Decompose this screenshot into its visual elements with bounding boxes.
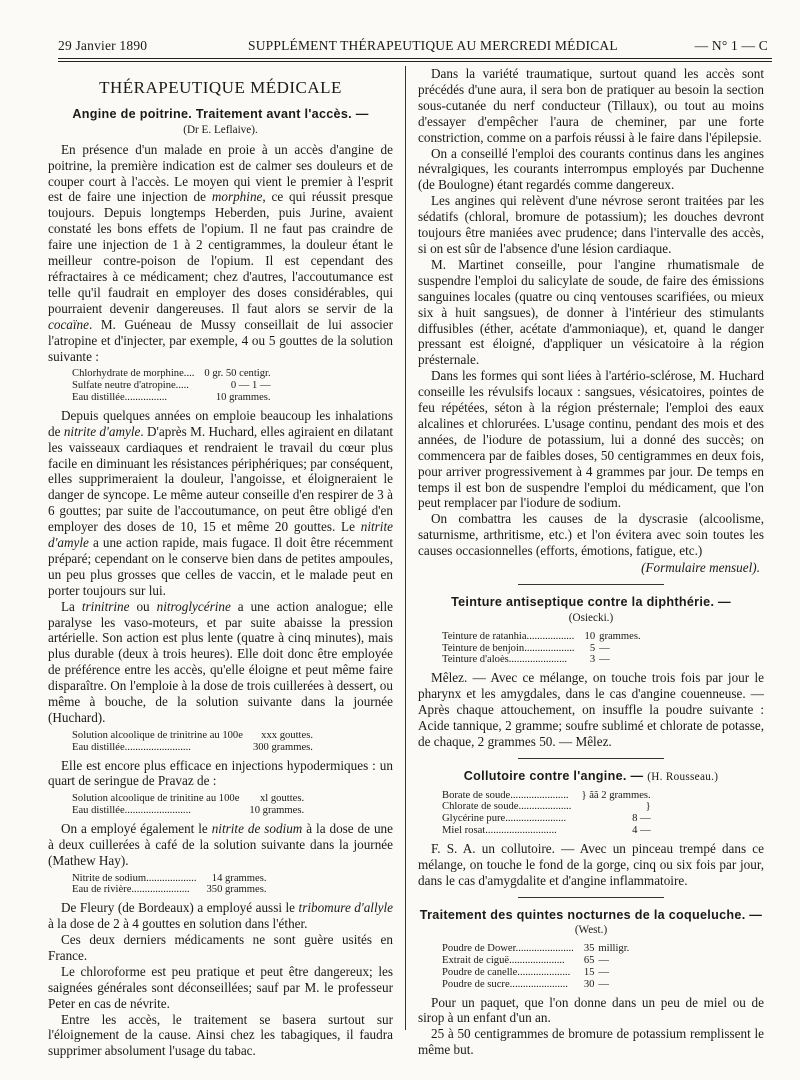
ingredient-quantity: } ãã 2 grammes.: [581, 789, 651, 801]
ingredient-unit: grammes.: [599, 630, 641, 642]
paragraph: Elle est encore plus efficace en injections hypodermiques : un quart de seringue de Pravaz de :: [48, 757, 393, 789]
paragraph: Ces deux derniers médicaments ne sont guère usités en France.: [48, 932, 393, 963]
prescription-trinitine-injection: [72, 793, 304, 817]
ingredient-name: Eau distillée................: [72, 392, 168, 403]
ingredient-quantity: 35: [583, 943, 595, 955]
prescription-morphine: [72, 368, 271, 403]
prescription-trinitrine: [72, 730, 313, 754]
prescription-row: [72, 380, 271, 392]
ingredient-name: Eau distillée.........................: [72, 741, 191, 753]
header-date: 29 Janvier 1890: [58, 38, 148, 53]
ingredient-name: Teinture de ratanhia..................: [442, 630, 575, 642]
header-title: SUPPLÉMENT THÉRAPEUTIQUE AU MERCREDI MÉDICAL: [248, 38, 618, 53]
paragraph: En présence d'un malade en proie à un accès d'angine de poitrine, la première indication est de calmer ses douleurs et de couper court à l'accès. Le moyen qui vient le premier à l'esprit est de faire une injection de morphine, ce qui réussit presque toujours. Depuis longtemps Heberden, puis Jurine, avaient constaté les bons effets de l'opium. Il ne faut pas craindre de faire une injection de 1 à 2 centigrammes, la douleur étant le meilleur contre-poison de l'opium. Il est cependant des réfractaires à ce médicament; chez d'autres, l'accoutumance est telle qu'il faudrait en employer des doses considérables, qui pourraient devenir dangereuses. Il faut alors se servir de la cocaïne. M. Guéneau de Mussy conseillait de lui associer l'atropine et d'injecter, par exemple, 4 ou 5 gouttes de la solution suivante :: [48, 141, 394, 364]
ingredient-quantity: 8 —: [632, 813, 651, 825]
prescription-row: [72, 368, 271, 380]
ingredient-name: Teinture de benjoin...................: [442, 642, 575, 654]
paragraph: On a conseillé l'emploi des courants continus dans les angines névralgiques, les courants interrompus employés par Duchenne (de Boulogne) étant regardés comme dangereux.: [418, 145, 764, 193]
title-author: (H. Rousseau.): [647, 770, 719, 783]
ingredient-quantity: 0 — 1 —: [230, 380, 271, 392]
article-title-angine-poitrine: Angine de poitrine. Traitement avant l'accès. —: [72, 106, 369, 121]
ingredient-quantity: 10 grammes.: [249, 805, 305, 817]
article-separator: [518, 897, 663, 898]
paragraph: On a employé également le nitrite de sodium à la dose de une à deux cuillerées à café de la solution suivante dans la journée (Mathew Hay).: [48, 820, 393, 868]
article-separator: [518, 584, 663, 585]
prescription-row: [72, 742, 313, 754]
ingredient-quantity: 300 grammes.: [252, 741, 313, 753]
ingredient-name: Extrait de ciguë.....................: [442, 955, 565, 967]
ingredient-quantity: 15: [583, 966, 595, 978]
prescription-row: [442, 825, 651, 837]
ingredient-unit: —: [598, 966, 610, 978]
ingredient-name: Chlorate de soude....................: [442, 801, 572, 813]
paragraph: La trinitrine ou nitroglycérine a une action analogue; elle paralyse les vaso-moteurs, et par suite abaisse la pression artérielle. Son action est plus lente (quatre à cinq minutes), mais plus durable (deux à trois heures). Elle doit donc être employée de préférence entre les accès, qu'elle éloigne et peut même faire disparaître. On l'emploie à la dose de trois cuillerées à dessert, ou même à bouche, de la solution suivante dans la journée (Huchard).: [48, 598, 393, 726]
ingredient-unit: —: [598, 955, 610, 967]
ingredient-unit: —: [598, 978, 610, 990]
prescription-row: [442, 979, 629, 991]
paragraph: Depuis quelques années on emploie beaucoup les inhalations de nitrite d'amyle. D'après M. Huchard, elles agiraient en dilatant les vaisseaux cardiaques et rendraient le travail du cœur plus facile en diminuant les résistances périphériques; par conséquent, elles supprimeraient la douleur, l'angoisse, et éloigneraient le danger de syncope. Le même auteur conseille d'en respirer de 3 à 6 gouttes; par suite de l'accoutumance, on peut être obligé d'en employer des doses de 10, 15 et même 20 gouttes. Le nitrite d'amyle a une action rapide, mais fugace. Il doit être récemment préparé; cependant on le conserve bien dans de petites ampoules, un peu plus grosses que celles de vaccin, et le malade peut en porter toujours sur lui.: [48, 407, 393, 598]
ingredient-quantity: 14 grammes.: [211, 872, 267, 884]
ingredient-name: Chlorhydrate de morphine....: [72, 368, 195, 380]
prescription-row: [442, 955, 629, 967]
paragraph: Dans la variété traumatique, surtout quand les accès sont précédés d'une aura, il sera bon de pratiquer au besoin la section sous-cutanée du nerf conducteur (Tillaux), ou tout au moins d'essayer d'empêcher l'aura de cheminer, par une forte constriction, comme on a parfois réussi à le faire dans l'épilepsie.: [418, 66, 764, 145]
right-column: [418, 66, 764, 1058]
ingredient-name: Eau distillée.........................: [72, 805, 191, 817]
ingredient-quantity: 5: [589, 642, 596, 654]
ingredient-name: Nitrite de sodium...................: [72, 872, 197, 884]
paragraph: 25 à 50 centigrammes de bromure de potassium remplissent le même but.: [418, 1026, 764, 1058]
prescription-row: [442, 654, 641, 666]
prescription-row: [442, 790, 651, 802]
article-byline: (Dr E. Leflaive).: [183, 123, 258, 136]
paragraph: Les angines qui relèvent d'une névrose seront traitées par les sédatifs (chloral, bromure de potassium); les douches devront toujours être maniées avec prudence; dans l'intervalle des accès, si on est sûr de l'absence d'une lésion cardiaque.: [418, 193, 764, 256]
ingredient-quantity: 4 —: [632, 825, 651, 837]
ingredient-quantity: xxx gouttes.: [261, 729, 313, 741]
ingredient-quantity: 0 gr. 50 centigr.: [204, 368, 271, 380]
prescription-row: [72, 884, 267, 896]
prescription-row: [442, 643, 641, 655]
paragraph: Mêlez. — Avec ce mélange, on touche trois fois par jour le pharynx et les amygdales, dans le cas d'angine couenneuse. — Après chaque attouchement, on insuffle la poudre suivante : Acide tannique, 2 gramme; soufre sublimé et chlorate de potasse, de chaque, 2 grammes 50. — Mêlez.: [418, 670, 764, 749]
header-rule-bottom: [58, 61, 772, 62]
header-issue-number: — N° 1 — C: [694, 38, 768, 53]
prescription-nitrite-sodium: [72, 873, 267, 897]
ingredient-unit: milligr.: [598, 943, 630, 955]
paragraph: Dans les formes qui sont liées à l'artério-sclérose, M. Huchard conseille les révulsifs locaux : sangsues, vésicatoires, pointes de feu répétées, séton à la région présternale; l'emploi des eaux alcalines et chlorurées. L'usage continu, pendant des mois et des années, de l'iodure de potassium, lui a donné des succès; on commencera par de faibles doses, 50 centigrammes en deux fois, pour arriver progressivement à 4 grammes par jour. De temps en temps il est bon de suspendre l'emploi du médicament, que l'on peut remplacer par l'iodure de sodium.: [418, 368, 764, 511]
title-text: Collutoire contre l'angine. —: [463, 768, 644, 783]
paragraph: De Fleury (de Bordeaux) a employé aussi le tribomure d'allyle à la dose de 2 à 4 gouttes en solution dans l'éther.: [48, 900, 394, 932]
paragraph: Le chloroforme est peu pratique et peut être dangereux; les saignées générales sont déconseillées; sauf par M. le professeur Peter en cas de névrite.: [48, 963, 393, 1011]
ingredient-quantity: }: [645, 801, 651, 813]
ingredient-quantity: 30: [583, 978, 595, 990]
prescription-row: [442, 801, 651, 813]
ingredient-name: Sulfate neutre d'atropine.....: [72, 380, 189, 392]
prescription-row: [72, 873, 267, 885]
ingredient-name: Poudre de Dower......................: [442, 943, 574, 955]
ingredient-unit: —: [599, 654, 610, 666]
prescription-row: [442, 943, 629, 955]
ingredient-name: Eau de rivière......................: [72, 884, 190, 896]
paragraph: Entre les accès, le traitement se basera surtout sur l'éloignement de la cause. Ainsi chez les tabagiques, il faudra supprimer absolument l'usage du tabac.: [48, 1011, 393, 1059]
ingredient-quantity: xl gouttes.: [260, 793, 305, 805]
page-header: [30, 8, 770, 53]
article-separator: [518, 758, 663, 759]
source-signature: (Formulaire mensuel).: [641, 560, 760, 576]
ingredient-name: Teinture d'aloès......................: [442, 654, 568, 666]
prescription-teinture: [442, 631, 641, 666]
ingredient-quantity: 65: [583, 955, 595, 967]
ingredient-name: Miel rosat...........................: [442, 825, 557, 837]
prescription-row: [442, 813, 651, 825]
ingredient-name: Borate de soude......................: [442, 789, 569, 801]
ingredient-unit: —: [599, 642, 610, 654]
article-byline: (West.): [574, 924, 608, 937]
paragraph: F. S. A. un collutoire. — Avec un pinceau trempé dans ce mélange, on touche le fond de la gorge, cinq ou six fois par jour, dans le cas d'amygdalite et d'angine inflammatoire.: [418, 840, 764, 888]
prescription-collutoire: [442, 790, 651, 837]
prescription-row: [442, 967, 629, 979]
paragraph: On combattra les causes de la dyscrasie (alcoolisme, saturnisme, arthritisme, etc.) et l'on évitera avec soin toutes les causes occasionnelles (efforts, émotions, fatigue, etc.): [418, 511, 764, 559]
prescription-row: [72, 793, 304, 805]
prescription-row: [72, 805, 304, 817]
ingredient-name: Glycérine pure.......................: [442, 813, 567, 825]
prescription-row: [72, 730, 313, 742]
ingredient-quantity: 10: [584, 630, 596, 642]
ingredient-name: Solution alcoolique de trinitrine au 100e: [72, 729, 243, 741]
ingredient-name: Solution alcoolique de trinitine au 100e: [72, 793, 240, 805]
ingredient-quantity: 350 grammes.: [206, 884, 267, 896]
article-title-coqueluche: Traitement des quintes nocturnes de la coqueluche. —: [419, 907, 763, 922]
header-rule-top: [58, 58, 772, 59]
section-title: THÉRAPEUTIQUE MÉDICALE: [99, 78, 342, 97]
left-column: [48, 66, 393, 1059]
ingredient-name: Poudre de canelle....................: [442, 966, 571, 978]
prescription-coqueluche: [442, 943, 629, 990]
article-title-collutoire: [418, 769, 764, 786]
ingredient-quantity: 3: [589, 654, 596, 666]
prescription-row: [442, 631, 641, 643]
paragraph: Pour un paquet, que l'on donne dans un peu de miel ou de sirop à un enfant d'un an.: [418, 994, 764, 1026]
ingredient-name: Poudre de sucre......................: [442, 978, 568, 990]
ingredient-quantity: 10 grammes.: [215, 392, 271, 403]
paragraph: M. Martinet conseille, pour l'angine rhumatismale de suspendre l'emploi du salicylate de soude, de faire des émissions sanguines locales (quatre ou cinq ventouses scarifiées, ou mieux six à huit sangsues), de donner à l'intérieur des stimulants diffusibles (éther, acétate d'ammoniaque), et, quand le danger pressant est éloigné, d'appliquer un vésicatoire à la région présternale.: [418, 256, 764, 368]
prescription-row: [72, 392, 271, 404]
article-byline: (Osiecki.): [568, 611, 614, 624]
article-title-diphtherie: Teinture antiseptique contre la diphthérie. —: [451, 595, 731, 609]
column-divider: [405, 66, 406, 1030]
